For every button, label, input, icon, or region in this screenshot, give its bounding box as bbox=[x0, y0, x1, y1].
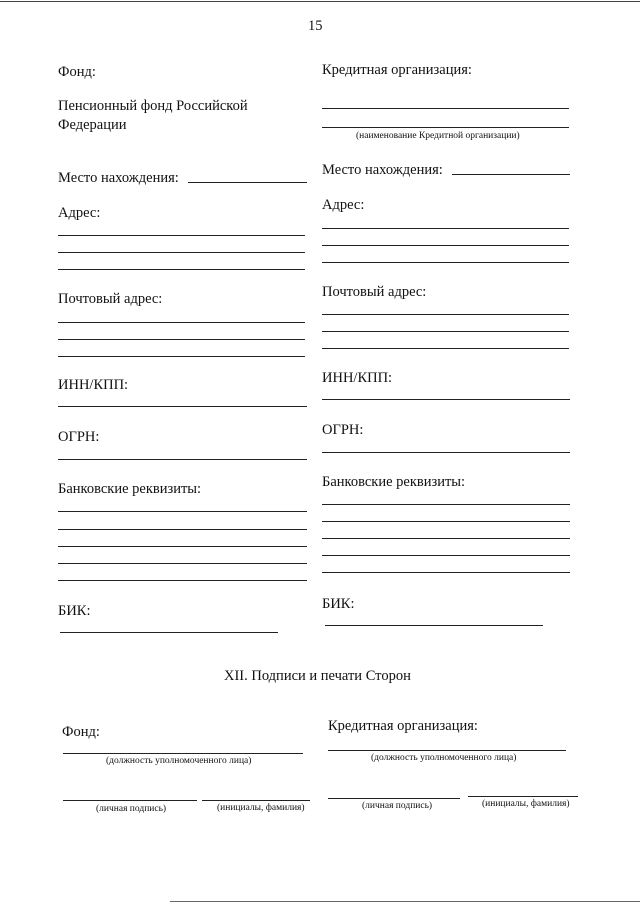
fund-signature-field[interactable] bbox=[63, 800, 197, 801]
fund-address-field-3[interactable] bbox=[58, 269, 305, 270]
bank-bank-field-2[interactable] bbox=[322, 521, 570, 522]
fund-postal-label: Почтовый адрес: bbox=[58, 291, 163, 307]
fund-initials-caption: (инициалы, фамилия) bbox=[217, 803, 305, 813]
fund-inn-label: ИНН/КПП: bbox=[58, 377, 129, 393]
bank-signature-caption: (личная подпись) bbox=[362, 801, 433, 811]
bank-name-caption: (наименование Кредитной организации) bbox=[356, 131, 520, 141]
bank-inn-label: ИНН/КПП: bbox=[322, 370, 393, 386]
bank-name-field-2[interactable] bbox=[322, 127, 569, 128]
fund-postal-field-1[interactable] bbox=[58, 322, 305, 323]
fund-location-field[interactable] bbox=[188, 182, 307, 183]
fund-initials-field[interactable] bbox=[202, 800, 310, 801]
fund-inn-field[interactable] bbox=[58, 406, 307, 407]
bank-bik-label: БИК: bbox=[322, 596, 355, 612]
bank-address-field-2[interactable] bbox=[322, 245, 569, 246]
fund-bank-field-3[interactable] bbox=[58, 546, 307, 547]
fund-name-line1: Пенсионный фонд Российской bbox=[58, 98, 248, 114]
bank-position-caption: (должность уполномоченного лица) bbox=[371, 753, 517, 763]
fund-name-line2: Федерации bbox=[58, 117, 127, 133]
bank-address-field-1[interactable] bbox=[322, 228, 569, 229]
fund-bank-field-2[interactable] bbox=[58, 529, 307, 530]
bank-bank-field-5[interactable] bbox=[322, 572, 570, 573]
bank-postal-field-1[interactable] bbox=[322, 314, 569, 315]
fund-ogrn-label: ОГРН: bbox=[58, 429, 100, 445]
bank-position-field[interactable] bbox=[328, 750, 566, 751]
bank-bik-field[interactable] bbox=[325, 625, 543, 626]
fund-bik-label: БИК: bbox=[58, 603, 91, 619]
bank-bank-field-1[interactable] bbox=[322, 504, 570, 505]
fund-position-field[interactable] bbox=[63, 753, 303, 754]
fund-position-caption: (должность уполномоченного лица) bbox=[106, 756, 252, 766]
bank-signature-heading: Кредитная организация: bbox=[328, 718, 478, 734]
bank-initials-field[interactable] bbox=[468, 796, 578, 797]
fund-address-label: Адрес: bbox=[58, 205, 101, 221]
fund-location-label: Место нахождения: bbox=[58, 170, 179, 186]
page-bottom-border bbox=[170, 901, 640, 902]
bank-location-label: Место нахождения: bbox=[322, 162, 443, 178]
bank-postal-field-3[interactable] bbox=[322, 348, 569, 349]
bank-heading: Кредитная организация: bbox=[322, 62, 472, 78]
fund-signature-caption: (личная подпись) bbox=[96, 804, 167, 814]
fund-ogrn-field[interactable] bbox=[58, 459, 307, 460]
bank-postal-label: Почтовый адрес: bbox=[322, 284, 427, 300]
fund-bank-label: Банковские реквизиты: bbox=[58, 481, 202, 497]
fund-bank-field-5[interactable] bbox=[58, 580, 307, 581]
bank-bank-label: Банковские реквизиты: bbox=[322, 474, 466, 490]
bank-name-field-1[interactable] bbox=[322, 108, 569, 109]
bank-postal-field-2[interactable] bbox=[322, 331, 569, 332]
page-top-border bbox=[0, 1, 640, 2]
bank-address-field-3[interactable] bbox=[322, 262, 569, 263]
bank-location-field[interactable] bbox=[452, 174, 570, 175]
section-title: XII. Подписи и печати Сторон bbox=[224, 668, 411, 684]
fund-bank-field-1[interactable] bbox=[58, 511, 307, 512]
bank-address-label: Адрес: bbox=[322, 197, 365, 213]
fund-postal-field-2[interactable] bbox=[58, 339, 305, 340]
bank-inn-field[interactable] bbox=[322, 399, 570, 400]
bank-initials-caption: (инициалы, фамилия) bbox=[482, 799, 570, 809]
page-number: 15 bbox=[308, 18, 323, 34]
fund-bik-field[interactable] bbox=[60, 632, 278, 633]
fund-address-field-2[interactable] bbox=[58, 252, 305, 253]
bank-bank-field-3[interactable] bbox=[322, 538, 570, 539]
bank-signature-field[interactable] bbox=[328, 798, 460, 799]
bank-ogrn-field[interactable] bbox=[322, 452, 570, 453]
bank-ogrn-label: ОГРН: bbox=[322, 422, 364, 438]
fund-heading: Фонд: bbox=[58, 64, 96, 80]
fund-bank-field-4[interactable] bbox=[58, 563, 307, 564]
bank-bank-field-4[interactable] bbox=[322, 555, 570, 556]
fund-address-field-1[interactable] bbox=[58, 235, 305, 236]
fund-postal-field-3[interactable] bbox=[58, 356, 305, 357]
fund-signature-heading: Фонд: bbox=[62, 724, 100, 740]
